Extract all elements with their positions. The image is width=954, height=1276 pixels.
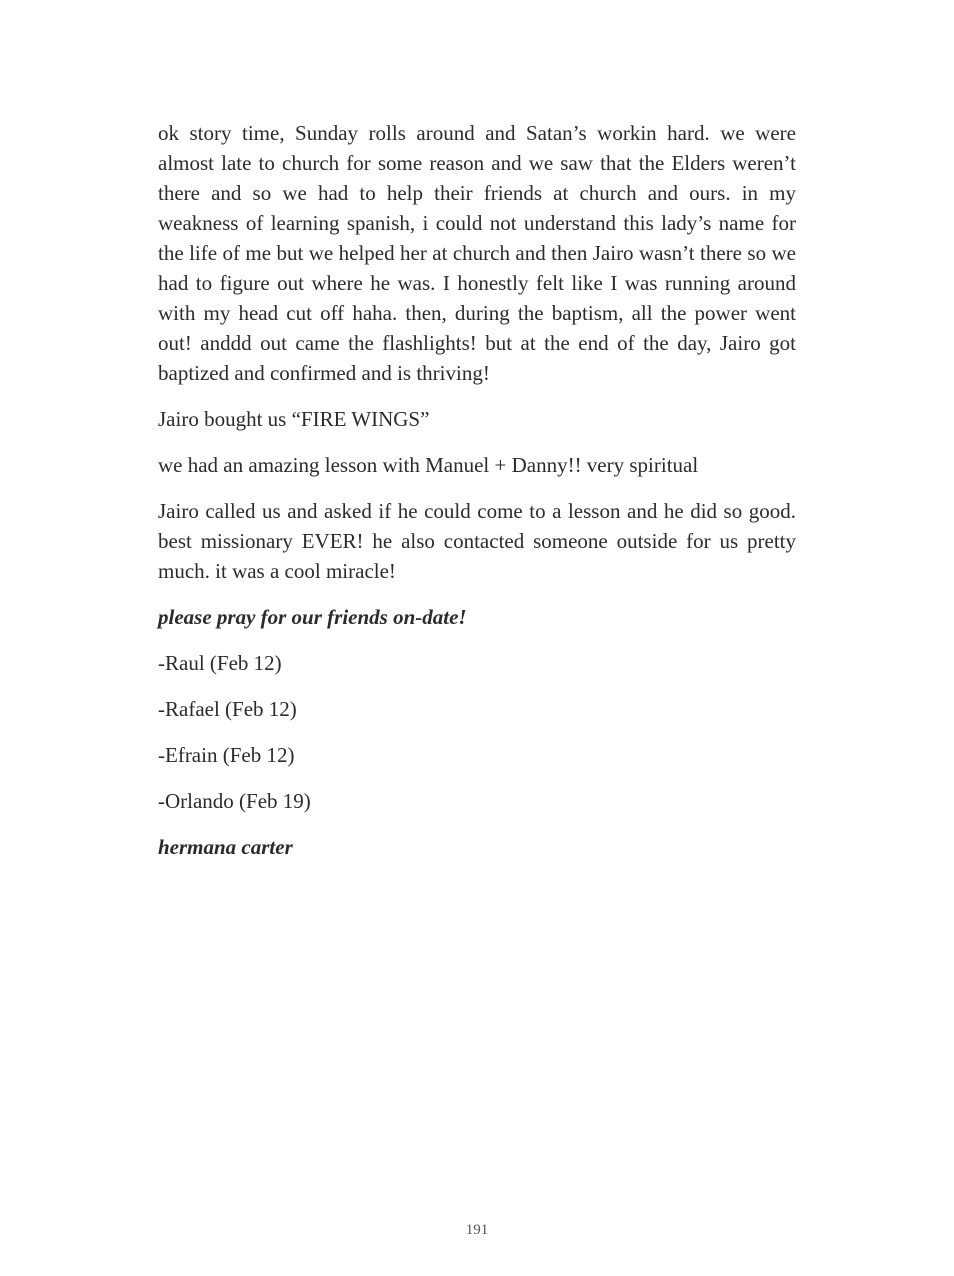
friend-item-rafael: -Rafael (Feb 12) (158, 697, 297, 721)
page-number: 191 (465, 1222, 489, 1238)
friend-item-efrain: -Efrain (Feb 12) (158, 743, 295, 767)
prayer-heading: please pray for our friends on-date! (158, 605, 467, 629)
lesson-paragraph: we had an amazing lesson with Manuel + Danny!! very spiritual (158, 453, 699, 477)
story-paragraph: ok story time, Sunday rolls around and Satan’s workin hard. we were almost late to church for some reason and we saw that the Elders weren’t there and so we had to help their friends at church and ours. in my weakness of learning spanish, i could not understand this lady’s name for the life of me but we helped her at church and then Jairo wasn’t there so we had to figure out where he was. I honestly felt like I was running around with my head cut off haha. then, during the baptism, all the power went out! anddd out came the flashlights! but at the end of the day, Jairo got baptized and confirmed and is thriving! (158, 121, 796, 385)
friend-item-orlando: -Orlando (Feb 19) (158, 789, 311, 813)
signature: hermana carter (158, 835, 293, 859)
fire-wings-paragraph: Jairo bought us “FIRE WINGS” (158, 407, 430, 431)
miracle-paragraph: Jairo called us and asked if he could come to a lesson and he did so good. best missionary EVER! he also contacted someone outside for us pretty much. it was a cool miracle! (158, 499, 796, 583)
page-body (158, 118, 796, 878)
friend-item-raul: -Raul (Feb 12) (158, 651, 282, 675)
